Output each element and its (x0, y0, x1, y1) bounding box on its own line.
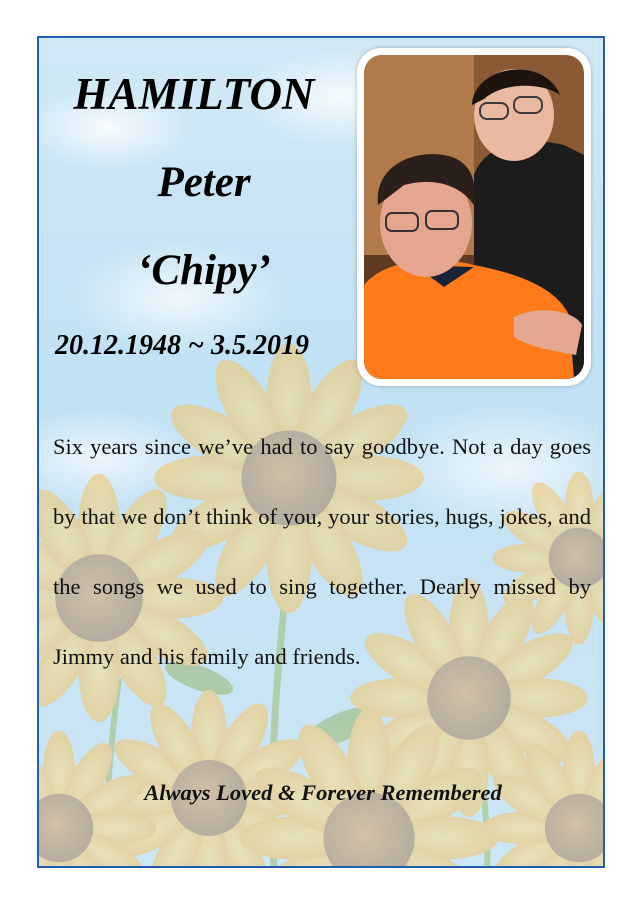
nickname: ‘Chipy’ (137, 247, 271, 294)
closing-line: Always Loved & Forever Remembered (144, 780, 502, 805)
memorial-notice (37, 36, 605, 868)
portrait-photo-frame (357, 48, 591, 386)
tribute-message: Six years since we’ve had to say goodbye. Not a day goes by that we don’t think of you, your stories, hugs, jokes, and the songs we used to sing together. Dearly missed by Jimmy and his family and friends. (53, 434, 591, 669)
first-name: Peter (157, 159, 251, 206)
life-dates: 20.12.1948 ~ 3.5.2019 (55, 330, 309, 361)
portrait-photo (364, 55, 584, 379)
surname: HAMILTON (73, 69, 315, 119)
